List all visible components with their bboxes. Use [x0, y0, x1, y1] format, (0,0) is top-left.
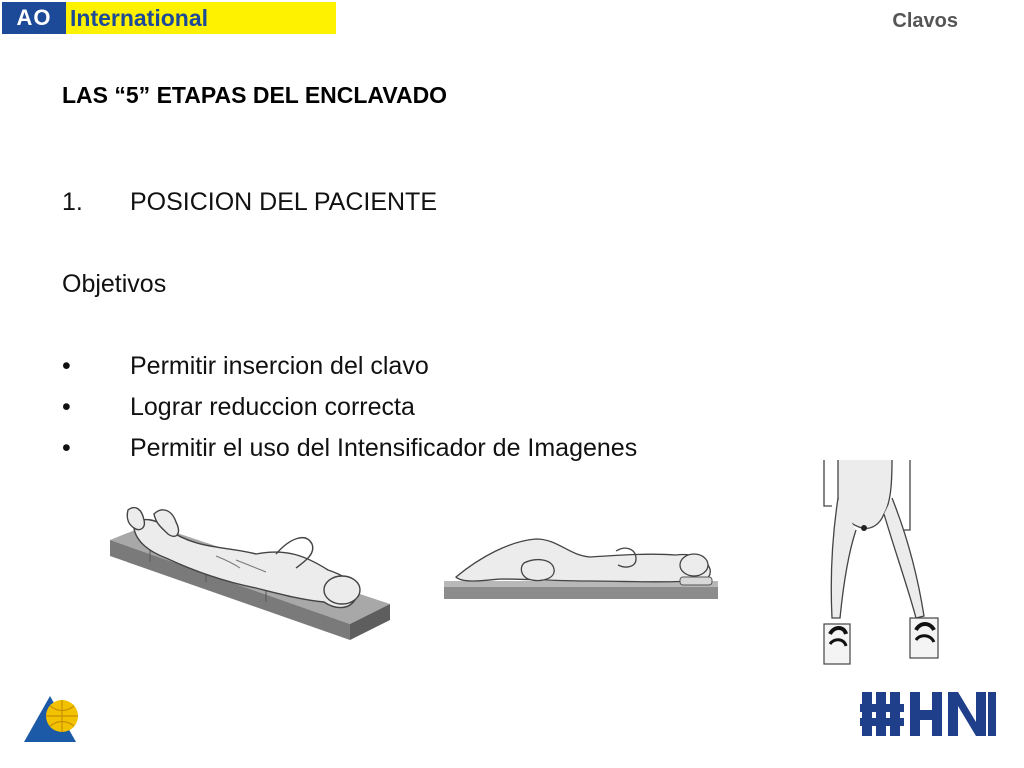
- list-item: [62, 393, 637, 434]
- bullet-text: Permitir insercion del clavo: [130, 352, 429, 380]
- slide-title: LAS “5” ETAPAS DEL ENCLAVADO: [62, 82, 448, 108]
- ao-international-logo: [2, 2, 336, 34]
- step-number: 1.: [62, 188, 83, 216]
- bullet-text: Lograr reduccion correcta: [130, 393, 415, 421]
- step-label: POSICION DEL PACIENTE: [130, 188, 438, 216]
- objectives-list: [62, 352, 637, 475]
- bullet-icon: •: [62, 434, 71, 462]
- ao-logo-text: International: [70, 4, 209, 31]
- lateral-patient-illustration: [440, 527, 722, 603]
- bullet-icon: •: [62, 393, 71, 421]
- bullet-text: Permitir el uso del Intensificador de Imagenes: [130, 434, 638, 462]
- bullet-icon: •: [62, 352, 71, 380]
- list-item: [62, 352, 637, 393]
- numbered-step: [62, 188, 437, 217]
- objectives-heading: Objetivos: [62, 270, 167, 298]
- ihni-logo: [860, 684, 996, 742]
- ao-globe-icon: [22, 692, 84, 744]
- section-label: Clavos: [892, 10, 958, 32]
- supine-patient-illustration: [106, 498, 392, 646]
- list-item: [62, 434, 637, 475]
- ao-logo-prefix: AO: [2, 2, 66, 34]
- traction-table-illustration: [818, 458, 950, 670]
